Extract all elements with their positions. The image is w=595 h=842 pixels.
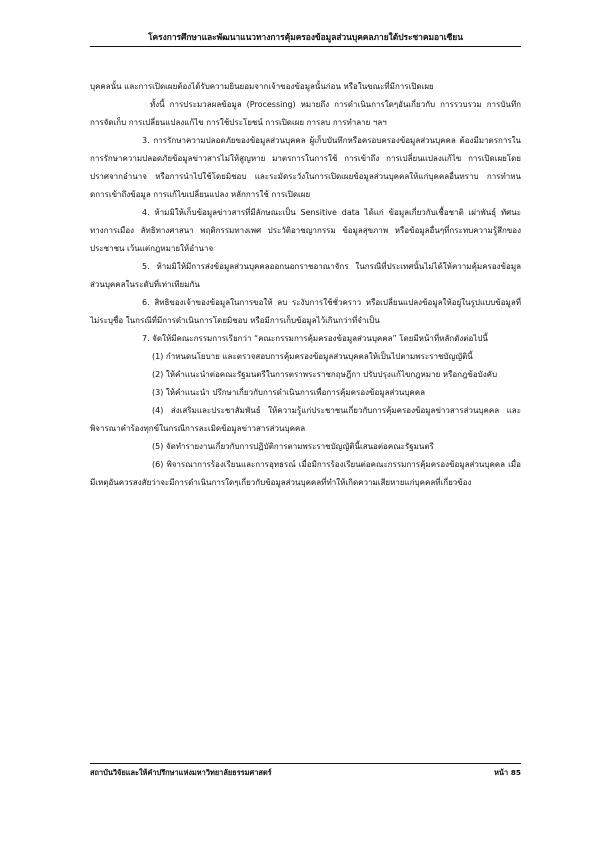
footer-institution: สถาบันวิจัยและให้คำปรึกษาแห่งมหาวิทยาลัยธรรมศาสตร์: [90, 768, 272, 777]
paragraph-item-7: 7. จัดให้มีคณะกรรมการเรียกว่า “คณะกรรมการคุ้มครองข้อมูลส่วนบุคคล” โดยมีหน้าที่หลักดังต่อไปนี้: [142, 334, 488, 343]
paragraph-item-3: 3. การรักษาความปลอดภัยของข้อมูลส่วนบุคคล ผู้เก็บบันทึกหรือครอบครองข้อมูลส่วนบุคคล ต้องมีมาตรการในการรักษาความปลอดภัยข้อมูลข่าวสารไม่ให้สูญหาย มาตรการในการใช้ การเข้าถึง การเปลี่ยนแปลงแก้ไข การเปิดเผยโดยปราศจากอำนาจ หรือการนำไปใช้โดยมิชอบ และระมัดระวังในการเปิดเผยข้อมูลส่วนบุคคลให้แก่บุคคลอื่นทราบ การทำหนดการเข้าถึงข้อมูล การแก้ไขเปลี่ยนแปลง หลักการใช้ การเปิดเผย: [90, 136, 521, 199]
paragraph-item-6: 6. สิทธิของเจ้าของข้อมูลในการขอให้ ลบ ระงับการใช้ชั่วคราว หรือเปลี่ยนแปลงข้อมูลให้อยู่ในรูปแบบข้อมูลที่ไม่ระบุชื่อ ในกรณีที่มีการดำเนินการโดยมิชอบ หรือมีการเก็บข้อมูลไว้เกินกว่าที่จำเป็น: [90, 298, 521, 325]
committee-duty-4: (4) ส่งเสริมและประชาสัมพันธ์ ให้ความรู้แก่ประชาชนเกี่ยวกับการคุ้มครองข้อมูลข่าวสารส่วนบุคคล และพิจารณาคำร้องทุกข์ในกรณีการละเมิดข้อมูลข่าวสารส่วนบุคคล: [90, 406, 521, 433]
header-divider: [90, 46, 521, 47]
footer-divider: [90, 763, 521, 764]
paragraph-item-5: 5. ห้ามมิให้มีการส่งข้อมูลส่วนบุคคลออกนอกราชอาณาจักร ในกรณีที่ประเทศนั้นไม่ได้ให้ความคุ้มครองข้อมูลส่วนบุคคลในระดับที่เท่าเทียมกัน: [90, 262, 521, 289]
committee-duty-3: (3) ให้คำแนะนำ ปรึกษาเกี่ยวกับการดำเนินการเพื่อการคุ้มครองข้อมูลส่วนบุคคล: [152, 388, 426, 397]
page-body: [90, 78, 521, 492]
committee-duty-5: (5) จัดทำรายงานเกี่ยวกับการปฏิบัติการตามพระราชบัญญัตินี้เสนอต่อคณะรัฐมนตรี: [152, 442, 434, 451]
committee-duty-1: (1) กำหนดนโยบาย และตรวจสอบการคุ้มครองข้อมูลส่วนบุคคลให้เป็นไปตามพระราชบัญญัตินี้: [152, 352, 473, 361]
committee-duty-6: (6) พิจารณาการร้องเรียนและการอุทธรณ์ เมื่อมีการร้องเรียนต่อคณะกรรมการคุ้มครองข้อมูลส่วนบุคคล เมื่อมีเหตุอันควรสงสัยว่าจะมีการดำเนินการใดๆเกี่ยวกับข้อมูลส่วนบุคคลที่ทำให้เกิดความเสียหายแก่บุคคลที่เกี่ยวข้อง: [90, 460, 521, 487]
paragraph-item-4: 4. ห้ามมิให้เก็บข้อมูลข่าวสารที่มีลักษณะเป็น Sensitive data ได้แก่ ข้อมูลเกี่ยวกับเชื้อชาติ เผ่าพันธุ์ ทัศนะทางการเมือง ลัทธิทางศาสนา พฤติกรรมทางเพศ ประวัติอาชญากรรม ข้อมูลสุขภาพ หรือข้อมูลอื่นๆที่กระทบความรู้สึกของประชาชน เว้นแต่กฎหมายให้อำนาจ: [90, 208, 521, 253]
paragraph-processing-definition: ทั้งนี้ การประมวลผลข้อมูล (Processing) หมายถึง การดำเนินการใดๆอันเกี่ยวกับ การรวบรวม การบันทึก การจัดเก็บ การเปลี่ยนแปลงแก้ไข การใช้ประโยชน์ การเปิดเผย การลบ การทำลาย ฯลฯ: [90, 100, 521, 127]
paragraph-continuation: บุคคลนั้น และการเปิดเผยต้องได้รับความยินยอมจากเจ้าของข้อมูลนั้นก่อน หรือในขณะที่มีการเปิดเผย: [90, 82, 434, 91]
footer-page-number: หน้า 85: [494, 768, 521, 777]
committee-duty-2: (2) ให้คำแนะนำต่อคณะรัฐมนตรีในการตราพระราชกฤษฎีกา ปรับปรุงแก้ไขกฎหมาย หรือกฎข้อบังคับ: [152, 370, 498, 379]
page-header-title: โครงการศึกษาและพัฒนาแนวทางการคุ้มครองข้อมูลส่วนบุคคลภายใต้ประชาคมอาเซียน: [148, 32, 463, 42]
